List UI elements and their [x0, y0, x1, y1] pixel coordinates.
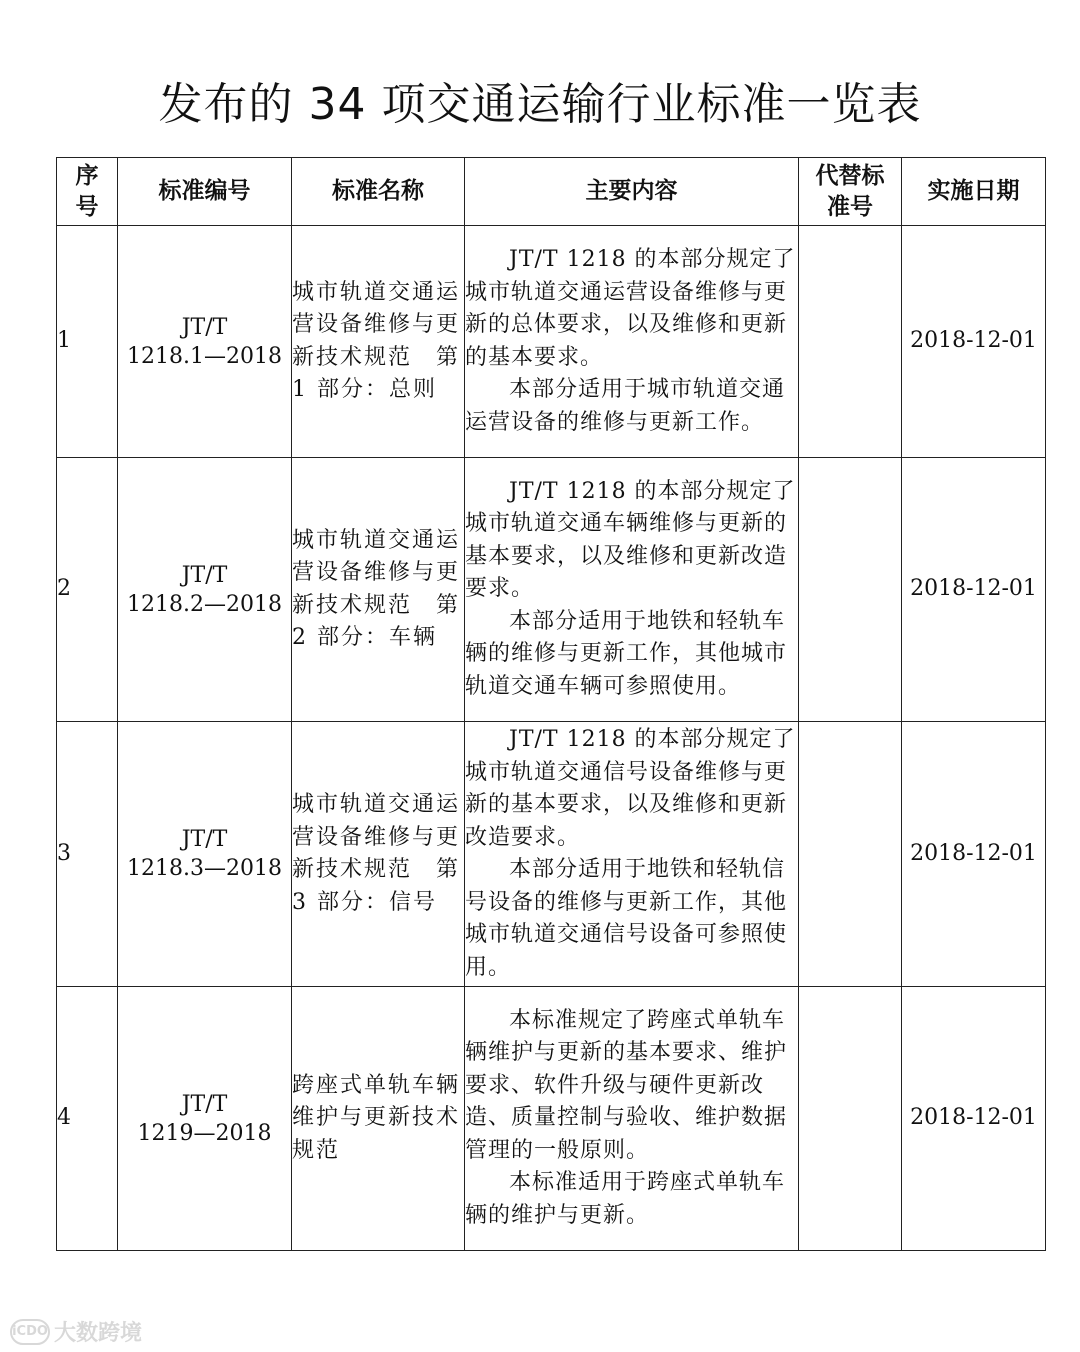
row-content: JT/T 1218 的本部分规定了城市轨道交通车辆维修与更新的基本要求，以及维修和更新改造要求。 本部分适用于地铁和轻轨车辆的维修与更新工作，其他城市轨道交通车辆可参照使用。: [465, 458, 799, 722]
row-replace: [799, 987, 902, 1251]
table-row: [57, 226, 1046, 458]
table-row: [57, 458, 1046, 722]
brand-logo-icon: iCDO: [10, 1319, 50, 1345]
row-content: 本标准规定了跨座式单轨车辆维护与更新的基本要求、维护要求、软件升级与硬件更新改造、质量控制与验收、维护数据管理的一般原则。 本标准适用于跨座式单轨车辆的维护与更新。: [465, 987, 799, 1251]
standards-table: [56, 157, 1046, 1251]
row-no: 2: [57, 458, 118, 722]
header-name: 标准名称: [292, 158, 465, 226]
row-date: 2018-12-01: [902, 458, 1046, 722]
row-date: 2018-12-01: [902, 226, 1046, 458]
row-replace: [799, 458, 902, 722]
row-code: JT/T 1218.2—2018: [118, 458, 292, 722]
header-date: 实施日期: [902, 158, 1046, 226]
header-content: 主要内容: [465, 158, 799, 226]
row-no: 3: [57, 722, 118, 987]
row-content: JT/T 1218 的本部分规定了城市轨道交通运营设备维修与更新的总体要求，以及维修和更新的基本要求。 本部分适用于城市轨道交通运营设备的维修与更新工作。: [465, 226, 799, 458]
row-name: 城市轨道交通运营设备维修与更新技术规范 第 2 部分：车辆: [292, 458, 465, 722]
header-code: 标准编号: [118, 158, 292, 226]
row-code: JT/T 1218.3—2018: [118, 722, 292, 987]
row-name: 城市轨道交通运营设备维修与更新技术规范 第 1 部分：总则: [292, 226, 465, 458]
row-date: 2018-12-01: [902, 987, 1046, 1251]
row-date: 2018-12-01: [902, 722, 1046, 987]
row-code: JT/T 1218.1—2018: [118, 226, 292, 458]
row-replace: [799, 226, 902, 458]
page-title: 发布的 34 项交通运输行业标准一览表: [158, 79, 922, 130]
row-code: JT/T 1219—2018: [118, 987, 292, 1251]
header-no: 序号: [57, 158, 118, 226]
table-row: [57, 987, 1046, 1251]
table-row: [57, 722, 1046, 987]
header-replace: 代替标准号: [799, 158, 902, 226]
table-header-row: [57, 158, 1046, 226]
watermark-text: 大数跨境: [54, 1321, 143, 1346]
row-name: 城市轨道交通运营设备维修与更新技术规范 第 3 部分：信号: [292, 722, 465, 987]
row-content: JT/T 1218 的本部分规定了城市轨道交通信号设备维修与更新的基本要求，以及维修和更新改造要求。 本部分适用于地铁和轻轨信号设备的维修与更新工作，其他城市轨道交通信号设备可参照使用。: [465, 722, 799, 987]
row-no: 1: [57, 226, 118, 458]
watermark: [10, 1316, 142, 1347]
row-replace: [799, 722, 902, 987]
row-name: 跨座式单轨车辆维护与更新技术规范: [292, 987, 465, 1251]
row-no: 4: [57, 987, 118, 1251]
